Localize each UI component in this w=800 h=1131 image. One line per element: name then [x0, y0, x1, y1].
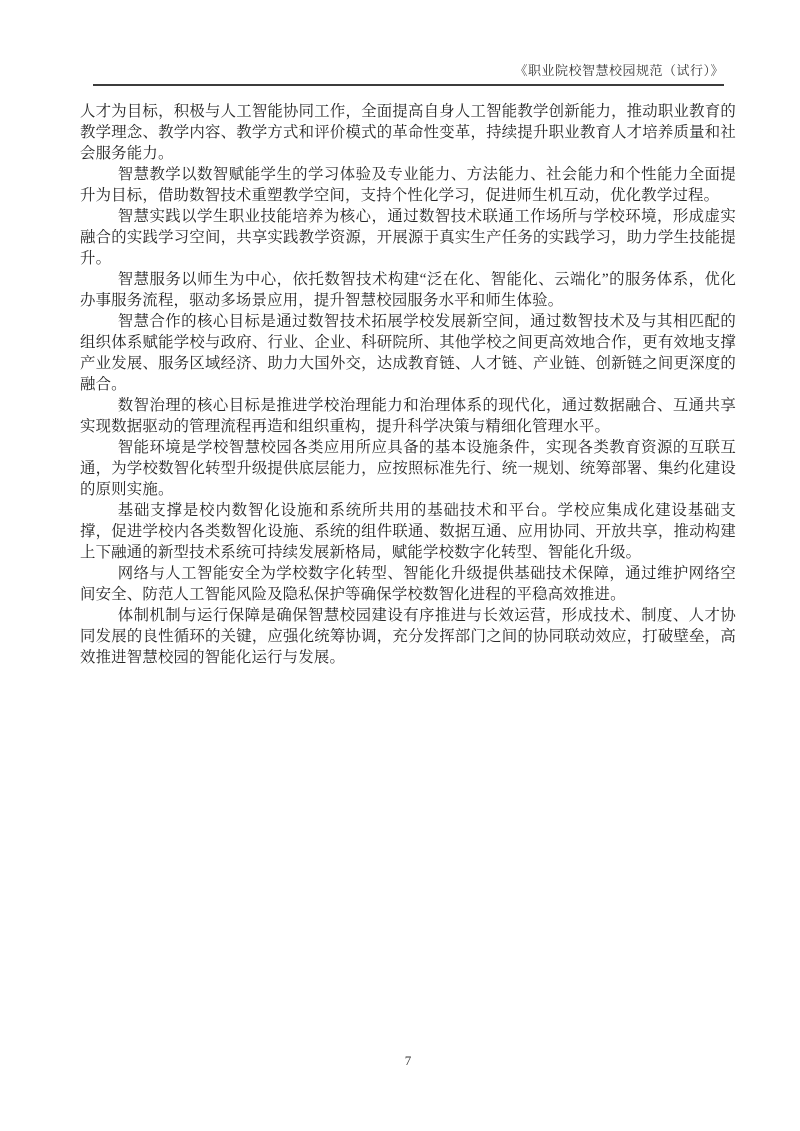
paragraph-smart-environment: 智能环境是学校智慧校园各类应用所应具备的基本设施条件，实现各类教育资源的互联互通，为学校数智化转型升级提供底层能力，应按照标准先行、统一规划、统筹部署、集约化建设的原则实施。	[80, 439, 736, 498]
page-footer	[80, 1052, 736, 1070]
paragraph-basic-support: 基础支撑是校内数智化设施和系统所共用的基础技术和平台。学校应集成化建设基础支撑，促进学校内各类数智化设施、系统的组件联通、数据互通、应用协同、开放共享，推动构建上下融通的新型技术系统可持续发展新格局，赋能学校数字化转型、智能化升级。	[80, 502, 736, 561]
paragraph-smart-practice: 智慧实践以学生职业技能培养为核心，通过数智技术联通工作场所与学校环境，形成虚实融合的实践学习空间，共享实践教学资源，开展源于真实生产任务的实践学习，助力学生技能提升。	[80, 208, 736, 267]
paragraph-mechanism-operation: 体制机制与运行保障是确保智慧校园建设有序推进与长效运营，形成技术、制度、人才协同发展的良性循环的关键，应强化统筹协调，充分发挥部门之间的协同联动效应，打破壁垒，高效推进智慧校园的智能化运行与发展。	[80, 607, 736, 666]
header-rule	[93, 84, 724, 86]
paragraph-smart-cooperation: 智慧合作的核心目标是通过数智技术拓展学校发展新空间，通过数智技术及与其相匹配的组织体系赋能学校与政府、行业、企业、科研院所、其他学校之间更高效地合作，更有效地支撑产业发展、服务区域经济、助力大国外交，达成教育链、人才链、产业链、创新链之间更深度的融合。	[80, 313, 736, 393]
document-body	[80, 101, 736, 668]
page-number: 7	[404, 1053, 412, 1068]
page-header	[93, 62, 724, 86]
paragraph-continuation: 人才为目标，积极与人工智能协同工作，全面提高自身人工智能教学创新能力，推动职业教育的教学理念、教学内容、教学方式和评价模式的革命性变革，持续提升职业教育人才培养质量和社会服务能力。	[80, 103, 736, 162]
paragraph-digital-governance: 数智治理的核心目标是推进学校治理能力和治理体系的现代化，通过数据融合、互通共享实现数据驱动的管理流程再造和组织重构，提升科学决策与精细化管理水平。	[80, 397, 736, 435]
header-title: 《职业院校智慧校园规范（试行）》	[514, 63, 724, 78]
paragraph-network-ai-security: 网络与人工智能安全为学校数字化转型、智能化升级提供基础技术保障，通过维护网络空间安全、防范人工智能风险及隐私保护等确保学校数智化进程的平稳高效推进。	[80, 565, 736, 603]
paragraph-smart-service: 智慧服务以师生为中心，依托数智技术构建“泛在化、智能化、云端化”的服务体系，优化办事服务流程，驱动多场景应用，提升智慧校园服务水平和师生体验。	[80, 271, 736, 309]
paragraph-smart-teaching: 智慧教学以数智赋能学生的学习体验及专业能力、方法能力、社会能力和个性能力全面提升为目标，借助数智技术重塑教学空间，支持个性化学习，促进师生机互动，优化教学过程。	[80, 166, 736, 204]
